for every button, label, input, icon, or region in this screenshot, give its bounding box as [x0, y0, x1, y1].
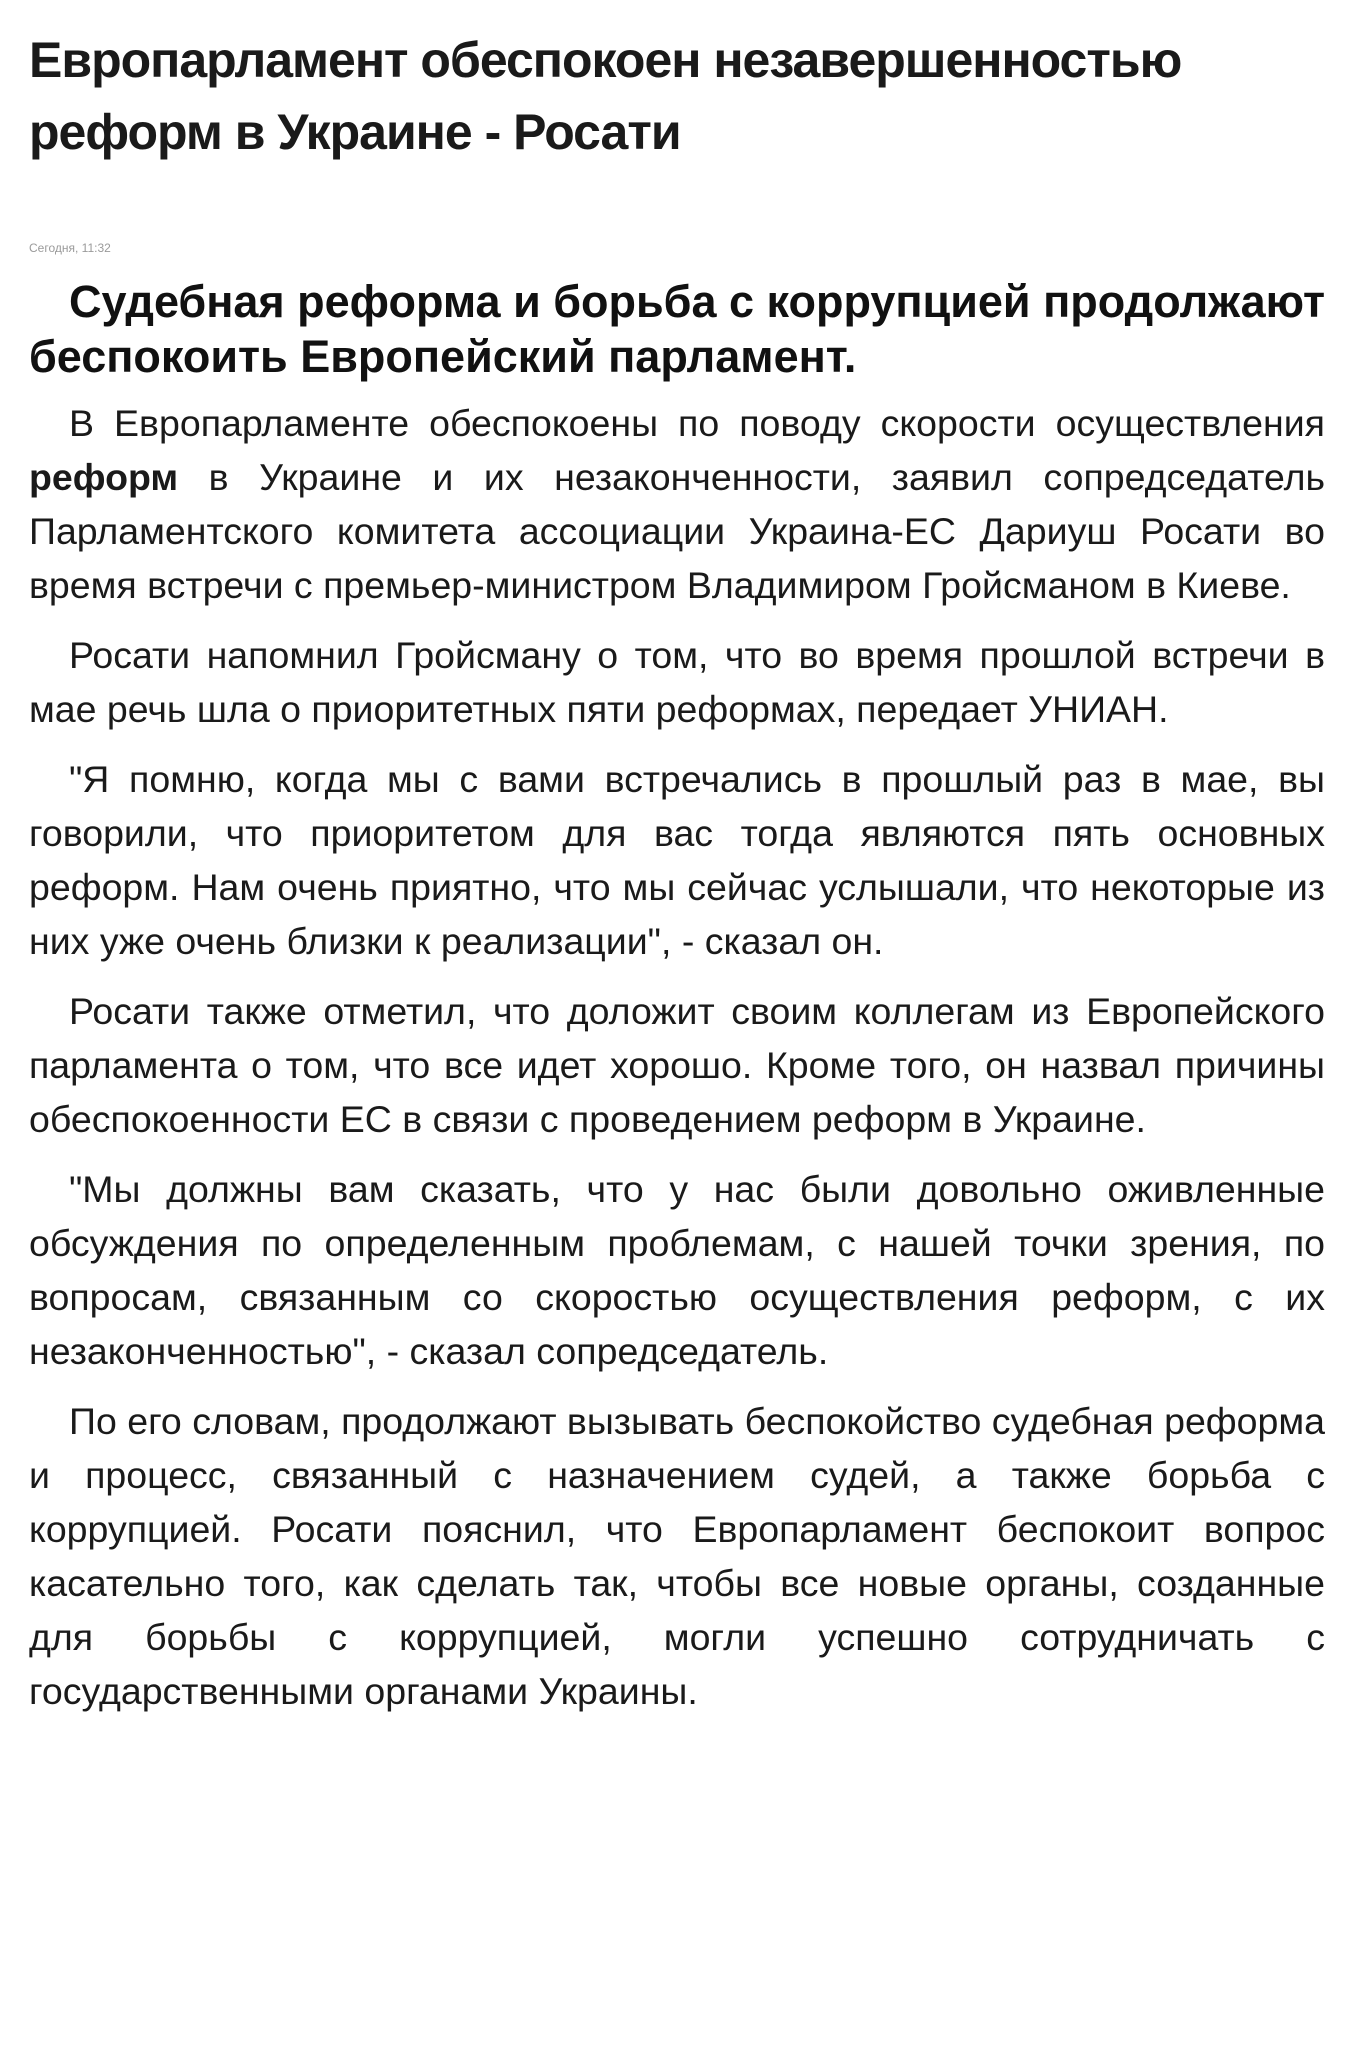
paragraph-1-bold-term: реформ	[29, 456, 179, 498]
paragraph-1-text-after: в Украине и их незаконченности, заявил сопредседатель Парламентского комитета ассоциации Украина-ЕС Дариуш Росати во время встречи с премьер-министром Владимиром Гройсманом в Киеве.	[29, 456, 1325, 606]
article-timestamp: Сегодня, 11:32	[29, 241, 111, 255]
article-paragraph-5: "Мы должны вам сказать, что у нас были довольно оживленные обсуждения по определенным проблемам, с нашей точки зрения, по вопросам, связанным со скоростью осуществления реформ, с их незаконченностью", - сказал сопредседатель.	[29, 1168, 1325, 1372]
article	[29, 24, 1325, 1718]
article-paragraph-1	[29, 396, 1325, 612]
article-lead: Судебная реформа и борьба с коррупцией продолжают беспокоить Европейский парламент.	[29, 276, 1325, 382]
article-paragraph-3: "Я помню, когда мы с вами встречались в прошлый раз в мае, вы говорили, что приоритетом для вас тогда являются пять основных реформ. Нам очень приятно, что мы сейчас услышали, что некоторые из них уже очень близки к реализации", - сказал он.	[29, 758, 1325, 962]
article-headline: Европарламент обеспокоен незавершенностью реформ в Украине - Росати	[29, 32, 1182, 160]
article-paragraph-2: Росати напомнил Гройсману о том, что во время прошлой встречи в мае речь шла о приоритетных пяти реформах, передает УНИАН.	[29, 634, 1325, 730]
paragraph-1-text-before: В Европарламенте обеспокоены по поводу скорости осуществления	[69, 402, 1325, 444]
article-paragraph-6: По его словам, продолжают вызывать беспокойство судебная реформа и процесс, связанный с назначением судей, а также борьба с коррупцией. Росати пояснил, что Европарламент беспокоит вопрос касательно того, как сделать так, чтобы все новые органы, созданные для борьбы с коррупцией, могли успешно сотрудничать с государственными органами Украины.	[29, 1400, 1326, 1712]
article-paragraph-4: Росати также отметил, что доложит своим коллегам из Европейского парламента о том, что все идет хорошо. Кроме того, он назвал причины обеспокоенности ЕС в связи с проведением реформ в Украине.	[29, 990, 1325, 1140]
